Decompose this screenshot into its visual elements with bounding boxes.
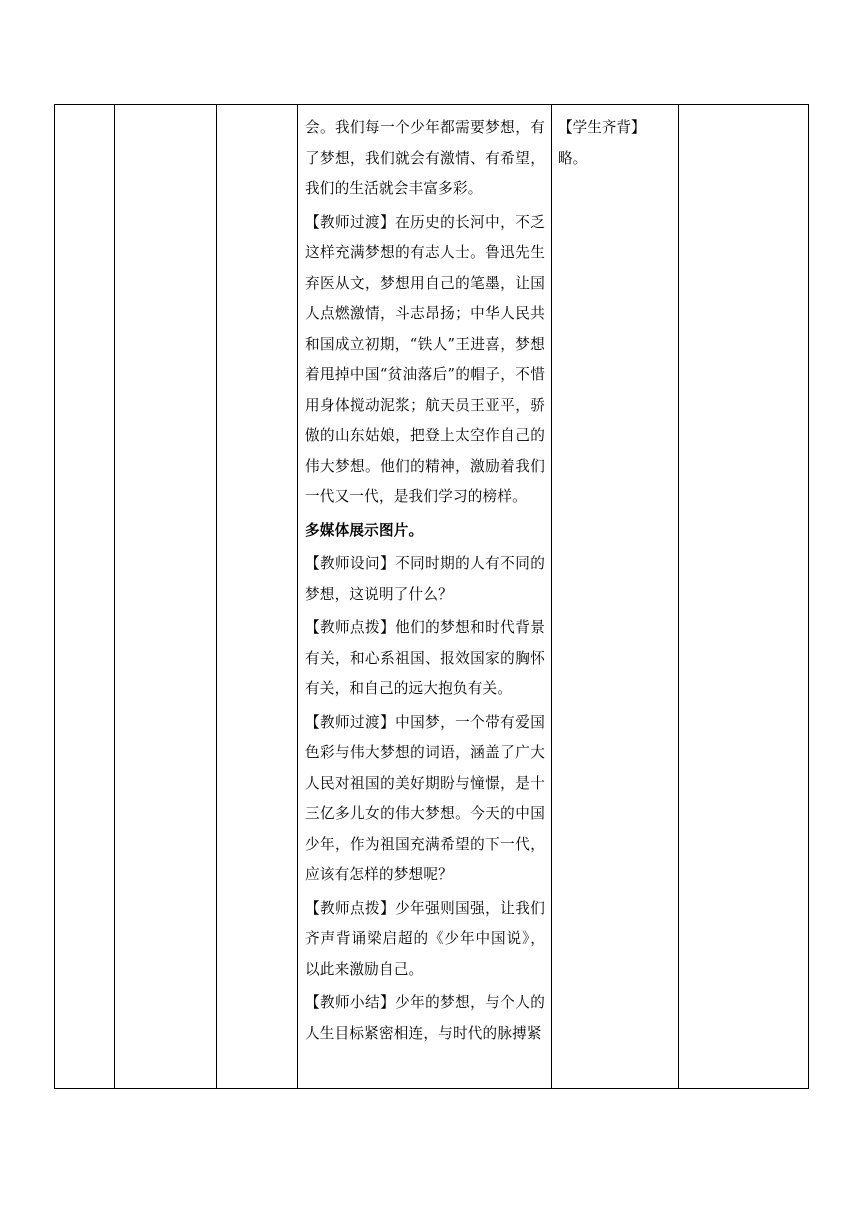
table-row	[55, 105, 809, 1089]
table-cell-empty-2	[115, 105, 217, 1089]
student-activity-cell	[552, 105, 679, 1089]
paragraph-question: 【教师设问】不同时期的人有不同的梦想，这说明了什么？	[305, 555, 545, 603]
teaching-content-cell	[298, 105, 552, 1089]
lesson-plan-table	[54, 104, 809, 1089]
teaching-content	[298, 105, 551, 1049]
paragraph-summary: 【教师小结】少年的梦想，与个人的人生目标紧密相连，与时代的脉搏紧	[305, 994, 545, 1042]
table-cell-empty-1	[55, 105, 115, 1089]
paragraph-multimedia: 多媒体展示图片。	[305, 521, 424, 539]
paragraph-guidance-2: 【教师点拨】少年强则国强，让我们齐声背诵梁启超的《少年中国说》，以此来激励自己。	[305, 899, 545, 978]
student-activity: 【学生齐背】略。	[558, 119, 646, 167]
paragraph-intro: 会。我们每一个少年都需要梦想，有了梦想，我们就会有激情、有希望，我们的生活就会丰富多彩。	[305, 119, 545, 197]
table-cell-empty-6	[679, 105, 809, 1089]
paragraph-transition-history: 【教师过渡】在历史的长河中，不乏这样充满梦想的有志人士。鲁迅先生弃医从文，梦想用自己的笔墨，让国人点燃激情，斗志昂扬；中华人民共和国成立初期，“铁人”王进喜，梦想着甩掉中国“贫油落后”的帽子，不惜用身体搅动泥浆；航天员王亚平，骄傲的山东姑娘，把登上太空作自己的伟大梦想。他们的精神，激励着我们一代又一代，是我们学习的榜样。	[305, 213, 545, 505]
table-cell-empty-3	[217, 105, 298, 1089]
paragraph-transition-china-dream: 【教师过渡】中国梦，一个带有爱国色彩与伟大梦想的词语，涵盖了广大人民对祖国的美好期盼与憧憬，是十三亿多儿女的伟大梦想。今天的中国少年，作为祖国充满希望的下一代，应该有怎样的梦想呢？	[305, 713, 545, 883]
paragraph-guidance-1: 【教师点拨】他们的梦想和时代背景有关，和心系祖国、报效国家的胸怀有关，和自己的远大抱负有关。	[305, 619, 545, 697]
